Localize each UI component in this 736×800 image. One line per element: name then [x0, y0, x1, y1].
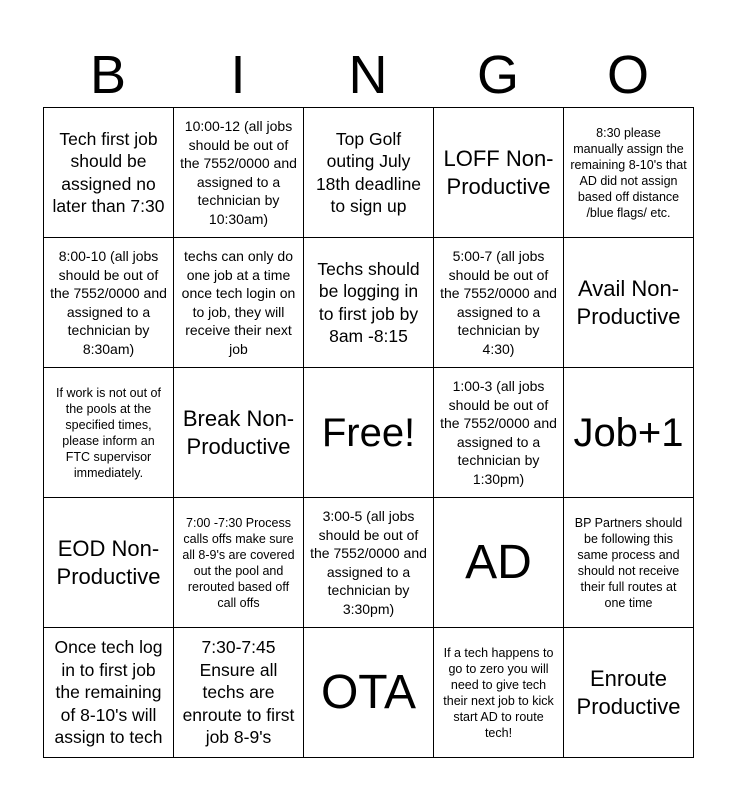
bingo-cell[interactable]	[304, 498, 434, 628]
bingo-cell[interactable]	[44, 238, 174, 368]
cell-text: 10:00-12 (all jobs should be out of the 7552/0000 and assigned to a technician by 10:30am)	[180, 118, 297, 227]
cell-text: AD	[465, 535, 532, 589]
bingo-grid	[43, 107, 694, 758]
bingo-cell[interactable]	[44, 498, 174, 628]
bingo-cell[interactable]	[564, 498, 694, 628]
bingo-cell[interactable]	[564, 108, 694, 238]
bingo-cell[interactable]	[44, 368, 174, 498]
bingo-header	[43, 44, 693, 106]
cell-text: Free!	[321, 410, 416, 455]
cell-text: Tech first job should be assigned no later than 7:30	[52, 128, 165, 216]
cell-text: If work is not out of the pools at the specified times, please inform an FTC supervisor immediately.	[56, 385, 161, 480]
cell-text: Job+1	[573, 410, 684, 455]
bingo-cell[interactable]	[174, 498, 304, 628]
bingo-cell[interactable]	[564, 628, 694, 758]
header-letter-b: B	[89, 45, 127, 105]
cell-text: Techs should be logging in to first job by 8am -8:15	[317, 258, 420, 346]
cell-text: Avail Non-Productive	[576, 275, 681, 329]
bingo-cell[interactable]	[564, 238, 694, 368]
cell-text: techs can only do one job at a time once tech login on to job, they will receive their next job	[181, 248, 296, 357]
cell-text: 3:00-5 (all jobs should be out of the 7552/0000 and assigned to a technician by 3:30pm)	[310, 508, 427, 617]
bingo-cell[interactable]	[304, 628, 434, 758]
bingo-cell[interactable]	[44, 628, 174, 758]
cell-text: 8:00-10 (all jobs should be out of the 7552/0000 and assigned to a technician by 8:30am)	[50, 248, 167, 357]
bingo-cell[interactable]	[304, 108, 434, 238]
cell-text: Once tech log in to first job the remaining of 8-10's will assign to tech	[54, 637, 163, 748]
cell-text: Enroute Productive	[576, 665, 681, 719]
header-letter-i: I	[230, 45, 246, 105]
bingo-cell-free[interactable]	[304, 368, 434, 498]
bingo-cell[interactable]	[44, 108, 174, 238]
cell-text: If a tech happens to go to zero you will need to give tech their next job to kick start AD to route tech!	[443, 645, 554, 740]
bingo-cell[interactable]	[434, 238, 564, 368]
cell-text: 5:00-7 (all jobs should be out of the 7552/0000 and assigned to a technician by 4:30)	[440, 248, 557, 357]
cell-text: Break Non-Productive	[182, 405, 295, 459]
bingo-cell[interactable]	[174, 238, 304, 368]
cell-text: 1:00-3 (all jobs should be out of the 7552/0000 and assigned to a technician by 1:30pm)	[440, 378, 557, 487]
cell-text: 8:30 please manually assign the remaining 8-10's that AD did not assign based off distance /blue flags/ etc.	[570, 125, 687, 220]
cell-text: BP Partners should be following this same process and should not receive their full routes at one time	[574, 515, 683, 610]
bingo-cell[interactable]	[304, 238, 434, 368]
header-letter-o: O	[606, 45, 649, 105]
cell-text: 7:30-7:45 Ensure all techs are enroute to first job 8-9's	[182, 637, 295, 748]
cell-text: OTA	[320, 665, 417, 719]
header-letter-g: G	[476, 45, 519, 105]
cell-text: LOFF Non-Productive	[443, 145, 554, 199]
bingo-cell[interactable]	[174, 368, 304, 498]
bingo-cell[interactable]	[564, 368, 694, 498]
cell-text: Top Golf outing July 18th deadline to sign up	[315, 128, 422, 216]
bingo-cell[interactable]	[434, 368, 564, 498]
bingo-cell[interactable]	[174, 628, 304, 758]
bingo-cell[interactable]	[434, 628, 564, 758]
cell-text: EOD Non-Productive	[56, 535, 161, 589]
header-letter-n: N	[348, 45, 388, 105]
bingo-cell[interactable]	[174, 108, 304, 238]
bingo-cell[interactable]	[434, 498, 564, 628]
cell-text: 7:00 -7:30 Process calls offs make sure all 8-9's are covered out the pool and rerouted based off call offs	[182, 515, 295, 610]
bingo-cell[interactable]	[434, 108, 564, 238]
